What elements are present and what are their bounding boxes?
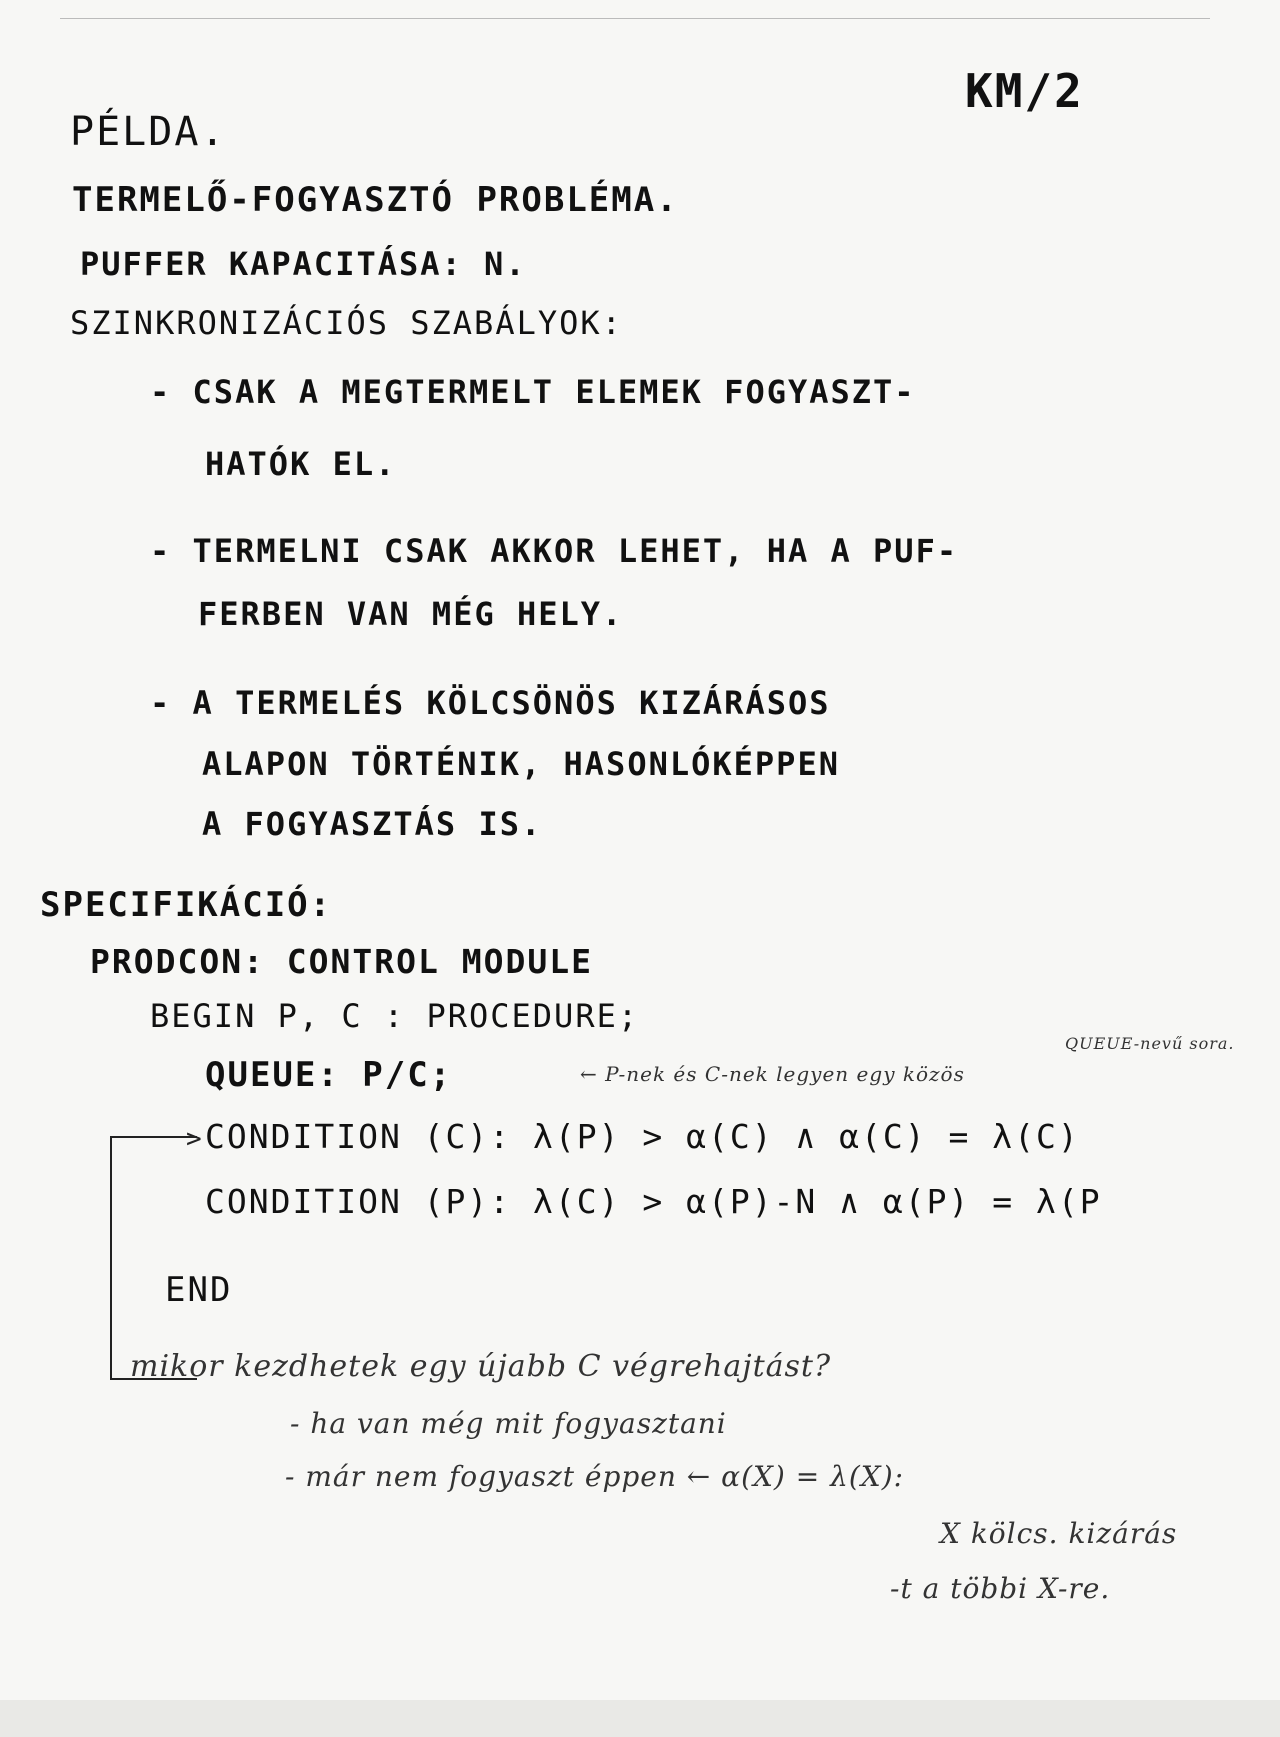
spec-module: PRODCON: CONTROL MODULE xyxy=(90,942,593,981)
note-line-5: -t a többi X-re. xyxy=(890,1572,1111,1605)
note-line-2: - ha van még mit fogyasztani xyxy=(290,1407,727,1440)
rules-title: SZINKRONIZÁCIÓS SZABÁLYOK: xyxy=(70,304,623,342)
rule-2-line-2: FERBEN VAN MÉG HELY. xyxy=(198,595,624,633)
rule-1-line-1: - CSAK A MEGTERMELT ELEMEK FOGYASZT- xyxy=(150,373,916,411)
condition-c: CONDITION (C): λ(P) > α(C) ∧ α(C) = λ(C) xyxy=(205,1117,1080,1156)
arrow-icon: > xyxy=(186,1124,202,1154)
rule-2-line-1: - TERMELNI CSAK AKKOR LEHET, HA A PUF- xyxy=(150,532,959,570)
spec-title: SPECIFIKÁCIÓ: xyxy=(40,885,333,925)
scan-bottom-edge xyxy=(0,1700,1280,1737)
buffer-capacity: PUFFER KAPACITÁSA: N. xyxy=(80,245,527,283)
top-edge-line xyxy=(60,18,1210,19)
queue-note-2: QUEUE-nevű sora. xyxy=(1065,1034,1235,1053)
annotation-bracket xyxy=(110,1136,197,1380)
spec-begin: BEGIN P, C : PROCEDURE; xyxy=(150,997,640,1035)
condition-p: CONDITION (P): λ(C) > α(P)-N ∧ α(P) = λ(P xyxy=(205,1182,1102,1221)
rule-3-line-3: A FOGYASZTÁS IS. xyxy=(202,805,543,843)
spec-queue: QUEUE: P/C; xyxy=(205,1055,453,1095)
queue-note: ← P-nek és C-nek legyen egy közös xyxy=(580,1062,965,1086)
rule-1-line-2: HATÓK EL. xyxy=(205,445,397,483)
note-line-3: - már nem fogyaszt éppen ← α(X) = λ(X): xyxy=(285,1460,905,1493)
problem-title: TERMELŐ-FOGYASZTÓ PROBLÉMA. xyxy=(72,180,679,220)
rule-3-line-1: - A TERMELÉS KÖLCSÖNÖS KIZÁRÁSOS xyxy=(150,684,831,722)
note-line-1: mikor kezdhetek egy újabb C végrehajtást? xyxy=(130,1349,832,1384)
spec-end: END xyxy=(165,1270,233,1310)
rule-3-line-2: ALAPON TÖRTÉNIK, HASONLÓKÉPPEN xyxy=(202,745,840,783)
page-code: KM/2 xyxy=(965,64,1084,118)
note-line-4: X kölcs. kizárás xyxy=(940,1517,1178,1550)
page-title: PÉLDA. xyxy=(70,109,227,155)
